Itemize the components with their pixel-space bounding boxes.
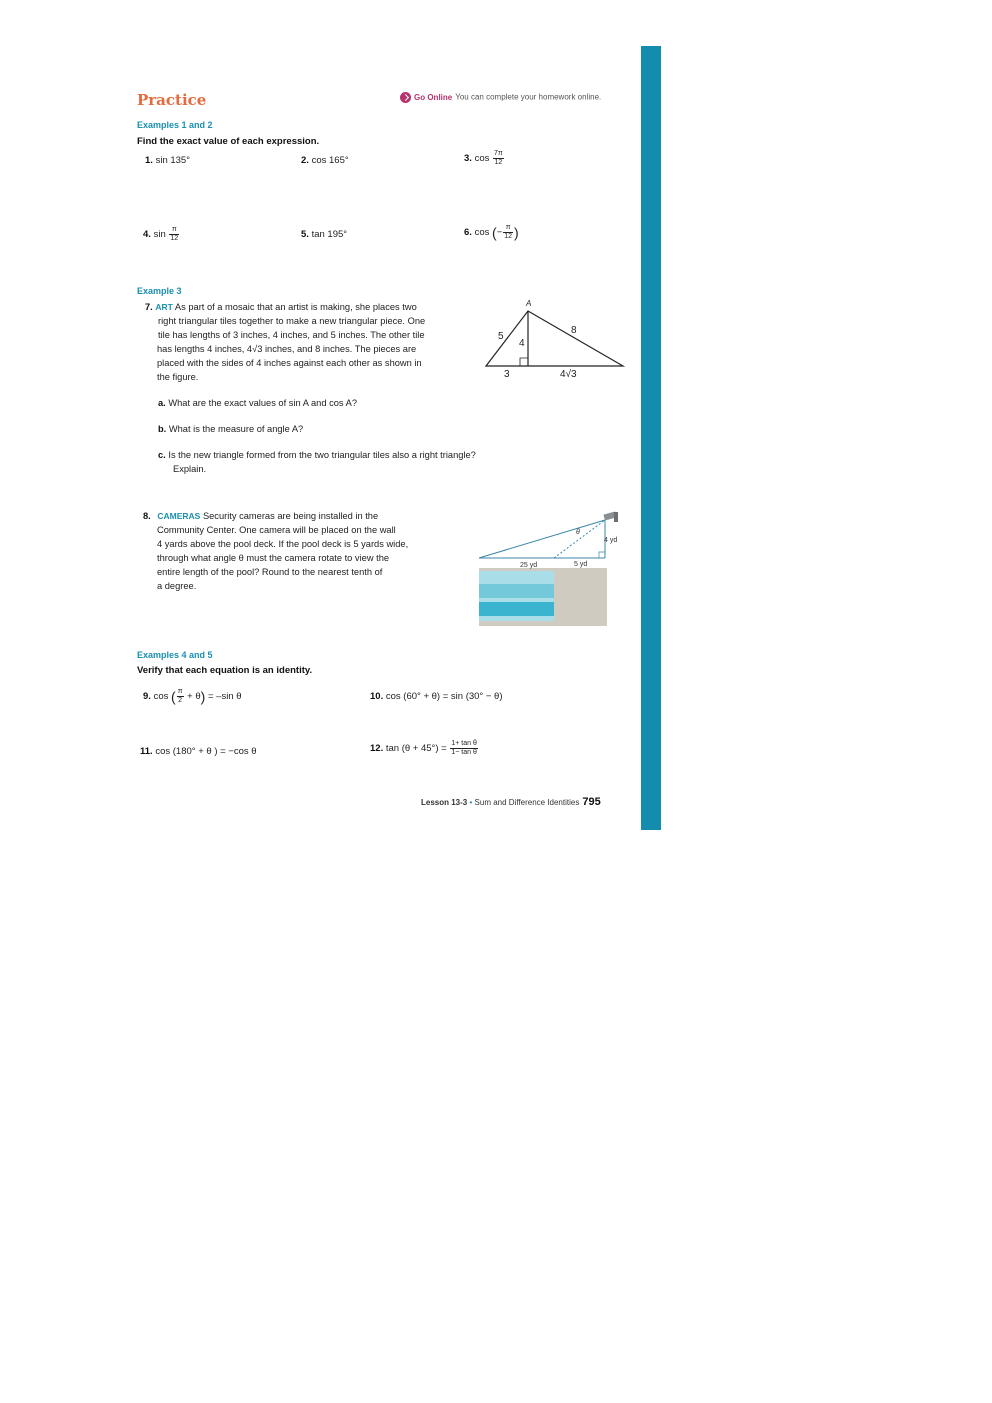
fraction: $\frac{7\pi}{12}$: [494, 150, 503, 166]
side-label-4: 4: [519, 338, 525, 349]
problem-3: 3. cos $\frac{7\pi}{12}$: [464, 150, 503, 166]
pool-water-band: [479, 584, 554, 598]
theta-label: θ: [576, 529, 580, 536]
problem-10: 10. cos (60° + θ) = sin (30° − θ): [370, 691, 503, 702]
vertex-label-a: A: [526, 299, 532, 308]
problem-7-text: 7. ART As part of a mosaic that an artist is making, she places two right triangular tiles together to make a new triangular piece. One tile has lengths of 3 inches, 4 inches, and 5 inches. The other tile has lengths 4 inches, 4√3 inches, and 8 inches. The pieces are placed with the sides of 4 inches against each other as shown in the figure.: [145, 302, 426, 382]
height-label: 4 yd: [604, 537, 618, 544]
side-label-5: 5: [498, 331, 504, 342]
problem-11: 11. cos (180° + θ ) = −cos θ: [140, 746, 257, 757]
side-label-4-root-3: 4√3: [560, 369, 577, 380]
section-heading-examples-1-2: Examples 1 and 2: [137, 120, 213, 130]
go-online-text: You can complete your homework online.: [455, 92, 602, 102]
pool-camera-figure: [476, 508, 626, 630]
fraction: $\frac{\pi}{2}$: [177, 688, 183, 704]
pool-water-deep: [479, 602, 554, 616]
go-online-label[interactable]: Go Online: [414, 92, 453, 102]
camera-mount: [614, 512, 618, 522]
go-online-icon: [400, 92, 411, 103]
problem-4: 4. sin $\frac{\pi}{12}$: [143, 226, 179, 242]
practice-title: Practice: [137, 91, 207, 109]
problem-2: 2. cos 165°: [301, 155, 349, 166]
side-label-3: 3: [504, 369, 510, 380]
section-heading-examples-4-5: Examples 4 and 5: [137, 650, 213, 660]
right-angle-mark: [520, 358, 528, 366]
page-side-bar: [641, 46, 661, 830]
page-number: 795: [582, 796, 601, 808]
section-heading-example-3: Example 3: [137, 286, 182, 296]
problem-9: 9. cos ( $\frac{\pi}{2}$ + θ) = –sin θ: [143, 688, 242, 705]
problem-5: 5. tan 195°: [301, 229, 348, 240]
problem-1: 1. sin 135°: [145, 155, 191, 166]
problem-7a: a. What are the exact values of sin A and cos A?: [158, 398, 357, 408]
problem-6: 6. cos (− $\frac{\pi}{12}$ ): [464, 224, 519, 241]
problem-12: 12. tan (θ + 45°) = $\frac{\text{1+ tan θ}}{\text{1− tan θ}}$: [370, 740, 477, 756]
fraction: $\frac{\pi}{12}$: [504, 224, 513, 240]
sight-line-near: [554, 520, 605, 558]
outer-triangle: [486, 311, 623, 366]
footer-title: Sum and Difference Identities: [474, 798, 580, 807]
right-angle-mark: [599, 552, 605, 558]
section-instruction-1: Find the exact value of each expression.: [137, 136, 320, 147]
problem-8-text: 8. CAMERAS Security cameras are being installed in the Community Center. One camera will be placed on the wall 4 yards above the pool deck. If the pool deck is 5 yards wide, through what angle θ must the camera rotate to view the entire length of the pool? Round to the nearest tenth of a degree.: [143, 511, 409, 591]
problem-7c: c. Is the new triangle formed from the two triangular tiles also a right triangle? Explain.: [158, 450, 476, 474]
go-online-note[interactable]: [400, 92, 601, 103]
fraction: $\frac{\pi}{12}$: [170, 226, 179, 242]
page-footer: Lesson 13-3 • Sum and Difference Identities 795: [421, 796, 601, 808]
problem-7b: b. What is the measure of angle A?: [158, 424, 304, 434]
deck-width-label: 5 yd: [574, 561, 588, 568]
side-label-8: 8: [571, 325, 577, 336]
pool-length-label: 25 yd: [520, 562, 538, 569]
fraction: $\frac{\text{1+ tan θ}}{\text{1− tan θ}}$: [451, 740, 477, 756]
triangle-tiles-figure: [482, 296, 628, 382]
footer-lesson: Lesson 13-3: [421, 798, 468, 807]
sight-line-far: [479, 520, 605, 558]
section-instruction-3: Verify that each equation is an identity.: [137, 665, 313, 676]
